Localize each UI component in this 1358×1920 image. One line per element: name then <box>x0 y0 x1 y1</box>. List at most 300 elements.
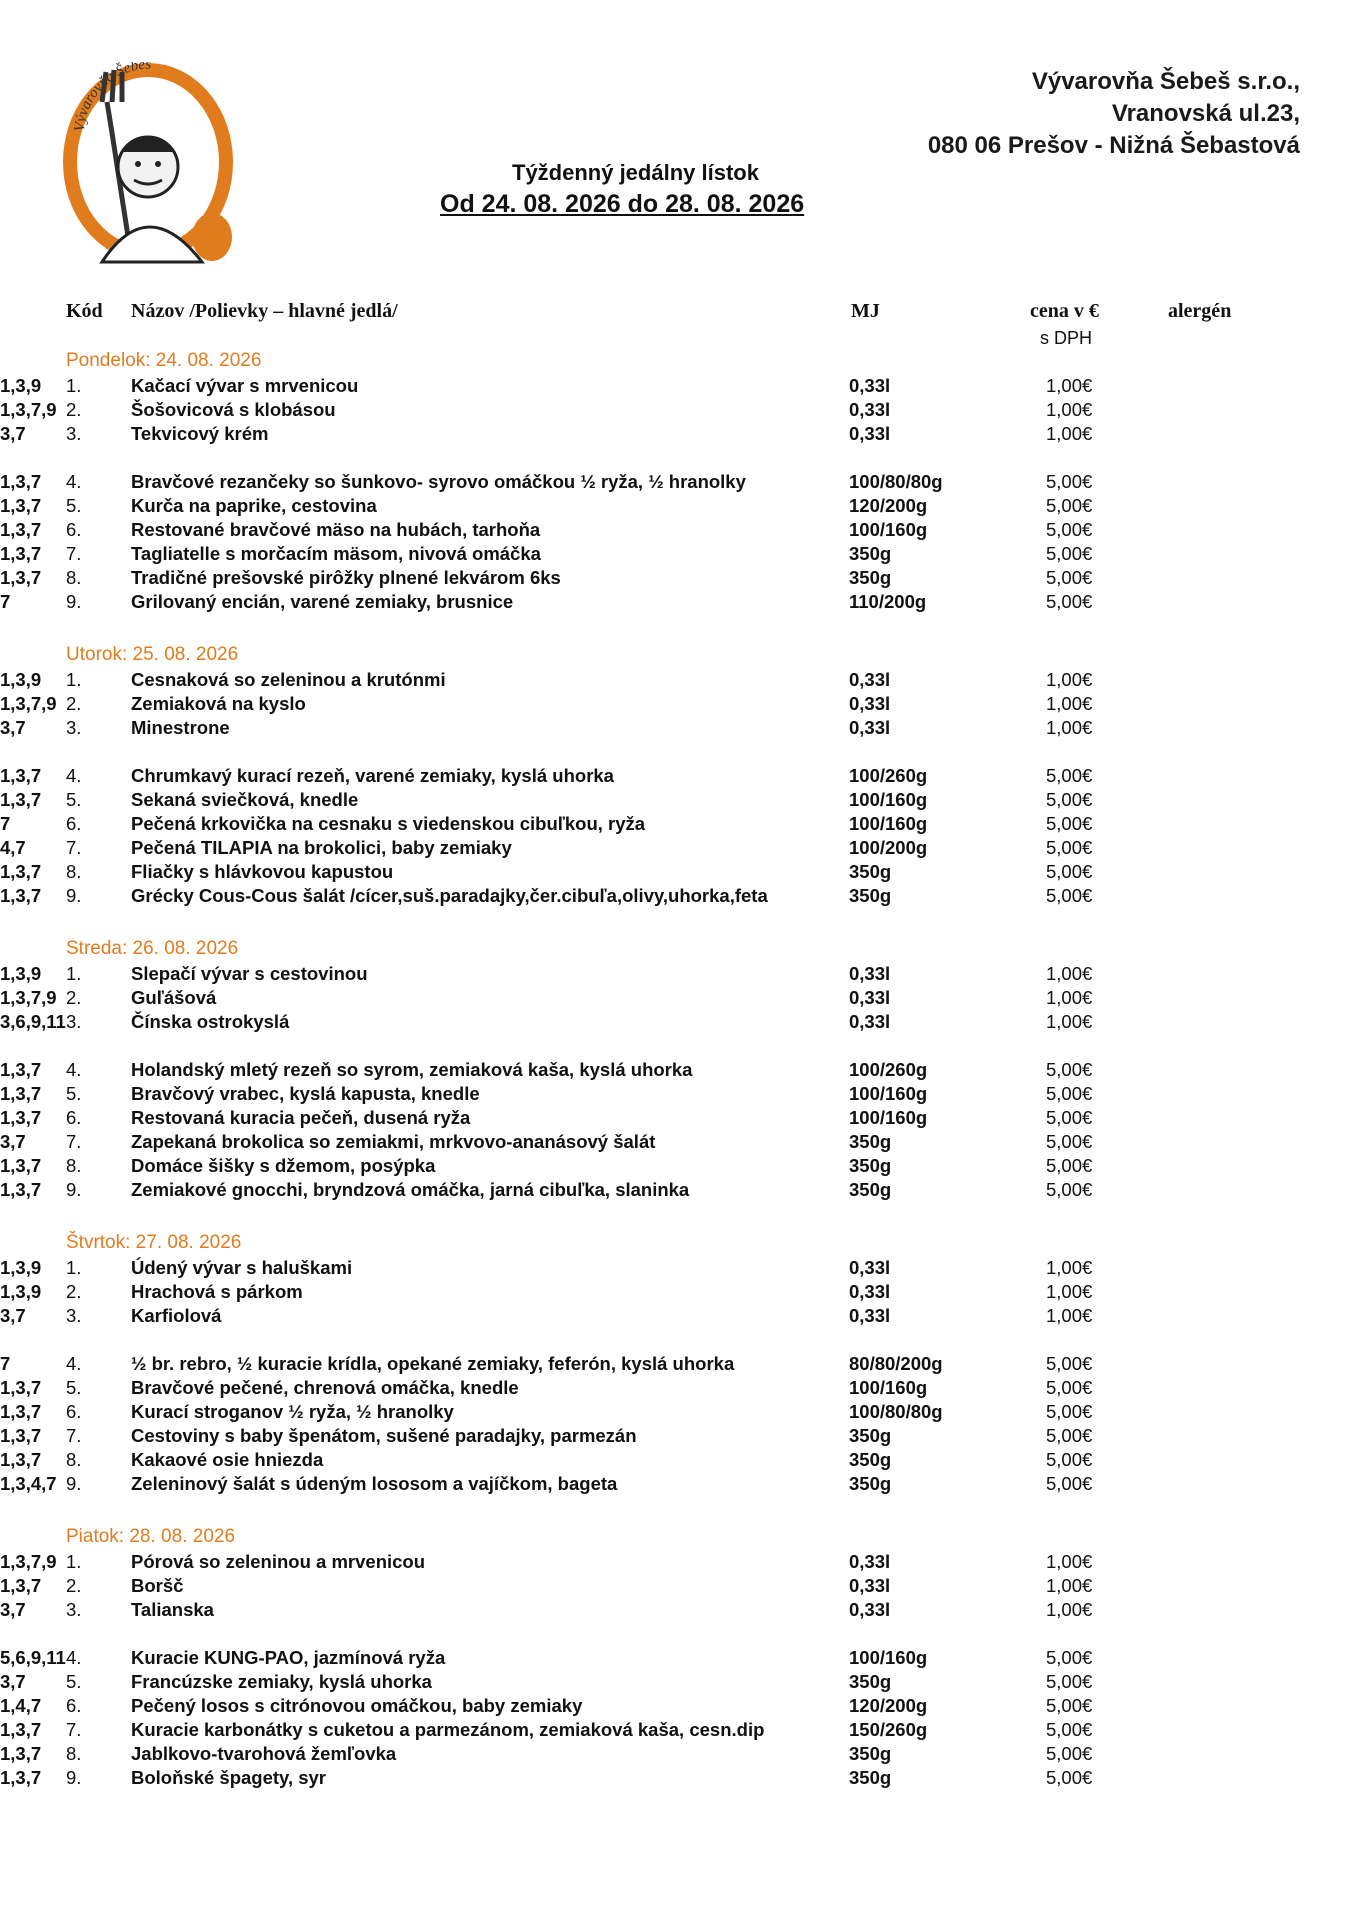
menu-item-kod: 7. <box>66 543 82 564</box>
menu-item-row <box>0 716 1358 740</box>
menu-item-alergen: 1,3,7 <box>0 1743 42 1764</box>
menu-item-row <box>0 884 1358 908</box>
menu-item-kod: 8. <box>66 567 82 588</box>
menu-item-nazov: Restované bravčové mäso na hubách, tarhoňa <box>131 519 541 540</box>
menu-item-row <box>0 764 1358 788</box>
menu-item-mj: 350g <box>849 1425 892 1446</box>
menu-item-mj: 100/160g <box>849 1647 928 1668</box>
menu-item-row <box>0 1304 1358 1328</box>
menu-item-row <box>0 1742 1358 1766</box>
header-mj: MJ <box>851 300 880 322</box>
menu-item-nazov: Pečená TILAPIA na brokolici, baby zemiaky <box>131 837 512 858</box>
company-city: 080 06 Prešov - Nižná Šebastová <box>927 132 1300 159</box>
menu-item-alergen: 5,6,9,11 <box>0 1647 66 1668</box>
menu-item-kod: 1. <box>66 1551 82 1572</box>
menu-item-alergen: 1,3,4,7 <box>0 1473 57 1494</box>
menu-item-mj: 350g <box>849 1449 892 1470</box>
day-section <box>0 348 1358 638</box>
menu-item-kod: 5. <box>66 1671 82 1692</box>
header-kod: Kód <box>66 300 103 322</box>
menu-item-row <box>0 1082 1358 1106</box>
menu-item-cena: 1,00€ <box>1046 423 1093 444</box>
menu-item-kod: 4. <box>66 1647 82 1668</box>
menu-item-cena: 5,00€ <box>1046 1179 1093 1200</box>
menu-item-kod: 5. <box>66 789 82 810</box>
menu-item-kod: 3. <box>66 423 82 444</box>
menu-item-mj: 0,33l <box>849 717 891 738</box>
menu-item-mj: 120/200g <box>849 495 928 516</box>
menu-item-kod: 8. <box>66 1449 82 1470</box>
menu-item-mj: 100/160g <box>849 813 928 834</box>
menu-item-kod: 7. <box>66 1131 82 1152</box>
menu-item-mj: 110/200g <box>849 591 927 612</box>
menu-item-mj: 350g <box>849 1473 892 1494</box>
menu-item-cena: 1,00€ <box>1046 1305 1093 1326</box>
menu-item-row <box>0 1766 1358 1790</box>
menu-item-kod: 6. <box>66 519 82 540</box>
menu-item-kod: 9. <box>66 885 82 906</box>
menu-item-kod: 4. <box>66 1059 82 1080</box>
menu-item-nazov: Údený vývar s haluškami <box>131 1257 353 1278</box>
menu-item-kod: 2. <box>66 1575 82 1596</box>
menu-item-row <box>0 1694 1358 1718</box>
menu-item-nazov: Cestoviny s baby špenátom, sušené paradajky, parmezán <box>131 1425 637 1446</box>
menu-item-kod: 9. <box>66 1473 82 1494</box>
menu-item-cena: 5,00€ <box>1046 1449 1093 1470</box>
menu-item-cena: 5,00€ <box>1046 591 1093 612</box>
menu-item-kod: 3. <box>66 717 82 738</box>
menu-item-nazov: Kuracie karbonátky s cuketou a parmezánom, zemiaková kaša, cesn.dip <box>131 1719 765 1740</box>
day-section <box>0 1230 1358 1520</box>
menu-item-nazov: Pórová so zeleninou a mrvenicou <box>131 1551 426 1572</box>
menu-item-alergen: 1,3,7 <box>0 495 42 516</box>
menu-item-row <box>0 494 1358 518</box>
menu-item-row <box>0 668 1358 692</box>
menu-item-alergen: 1,3,7 <box>0 471 42 492</box>
menu-item-alergen: 1,3,7 <box>0 1425 42 1446</box>
menu-item-kod: 4. <box>66 471 82 492</box>
section-gap <box>0 1034 1358 1058</box>
menu-item-kod: 1. <box>66 1257 82 1278</box>
menu-item-alergen: 1,4,7 <box>0 1695 42 1716</box>
menu-item-mj: 0,33l <box>849 693 891 714</box>
day-section <box>0 936 1358 1226</box>
menu-item-kod: 3. <box>66 1599 82 1620</box>
header-alergen: alergén <box>1168 300 1232 322</box>
menu-item-kod: 1. <box>66 375 82 396</box>
menu-item-row <box>0 860 1358 884</box>
menu-item-kod: 8. <box>66 1155 82 1176</box>
menu-item-mj: 100/160g <box>849 519 928 540</box>
menu-item-cena: 5,00€ <box>1046 1131 1093 1152</box>
menu-item-mj: 0,33l <box>849 669 891 690</box>
menu-item-alergen: 1,3,7 <box>0 1401 42 1422</box>
day-section <box>0 642 1358 932</box>
menu-item-nazov: ½ br. rebro, ½ kuracie krídla, opekané zemiaky, feferón, kyslá uhorka <box>131 1353 735 1374</box>
menu-item-alergen: 1,3,7 <box>0 1449 42 1470</box>
menu-item-nazov: Zapekaná brokolica so zemiakmi, mrkvovo-ananásový šalát <box>131 1131 656 1152</box>
menu-item-alergen: 3,6,9,11 <box>0 1011 66 1032</box>
menu-item-kod: 4. <box>66 1353 82 1374</box>
menu-item-mj: 350g <box>849 1179 892 1200</box>
menu-item-cena: 5,00€ <box>1046 1155 1093 1176</box>
menu-item-cena: 5,00€ <box>1046 1767 1093 1788</box>
menu-item-alergen: 3,7 <box>0 1131 26 1152</box>
menu-title: Týždenný jedálny lístok <box>512 160 759 185</box>
menu-item-cena: 5,00€ <box>1046 813 1093 834</box>
menu-item-kod: 6. <box>66 1401 82 1422</box>
menu-item-kod: 4. <box>66 765 82 786</box>
menu-item-alergen: 1,3,7,9 <box>0 1551 57 1572</box>
menu-item-row <box>0 1718 1358 1742</box>
menu-item-nazov: Holandský mletý rezeň so syrom, zemiaková kaša, kyslá uhorka <box>131 1059 693 1080</box>
menu-item-alergen: 1,3,7 <box>0 789 42 810</box>
menu-item-nazov: Fliačky s hlávkovou kapustou <box>131 861 394 882</box>
menu-item-row <box>0 1130 1358 1154</box>
menu-item-row <box>0 836 1358 860</box>
menu-item-cena: 1,00€ <box>1046 669 1093 690</box>
menu-item-row <box>0 1154 1358 1178</box>
menu-item-alergen: 1,3,9 <box>0 963 42 984</box>
header-dph: s DPH <box>1040 328 1093 348</box>
menu-item-alergen: 1,3,7 <box>0 1107 42 1128</box>
menu-item-alergen: 1,3,7 <box>0 567 42 588</box>
day-title: Štvrtok: 27. 08. 2026 <box>66 1232 242 1253</box>
menu-item-nazov: Chrumkavý kurací rezeň, varené zemiaky, kyslá uhorka <box>131 765 614 786</box>
menu-item-nazov: Boloňské špagety, syr <box>131 1767 327 1788</box>
chef-logo-icon <box>62 62 234 272</box>
menu-item-kod: 5. <box>66 1377 82 1398</box>
menu-item-cena: 5,00€ <box>1046 1719 1093 1740</box>
menu-item-alergen: 1,3,7 <box>0 885 42 906</box>
menu-item-row <box>0 1058 1358 1082</box>
header-cena: cena v € <box>1030 300 1099 322</box>
menu-item-alergen: 1,3,7 <box>0 1767 42 1788</box>
menu-item-nazov: Bravčové pečené, chrenová omáčka, knedle <box>131 1377 519 1398</box>
menu-item-alergen: 1,3,9 <box>0 669 42 690</box>
menu-item-nazov: Grilovaný encián, varené zemiaky, brusnice <box>131 591 514 612</box>
menu-item-nazov: Zemiakové gnocchi, bryndzová omáčka, jarná cibuľka, slaninka <box>131 1179 690 1200</box>
menu-item-row <box>0 542 1358 566</box>
menu-item-alergen: 1,3,7 <box>0 765 42 786</box>
menu-item-cena: 1,00€ <box>1046 1281 1093 1302</box>
menu-item-kod: 1. <box>66 963 82 984</box>
menu-item-row <box>0 788 1358 812</box>
menu-item-row <box>0 1448 1358 1472</box>
menu-item-cena: 5,00€ <box>1046 1743 1093 1764</box>
menu-item-cena: 5,00€ <box>1046 1425 1093 1446</box>
day-section <box>0 1524 1358 1814</box>
menu-item-mj: 120/200g <box>849 1695 928 1716</box>
menu-item-nazov: Jablkovo-tvarohová žemľovka <box>131 1743 397 1764</box>
menu-item-mj: 0,33l <box>849 1281 891 1302</box>
menu-item-mj: 350g <box>849 1131 892 1152</box>
menu-item-mj: 0,33l <box>849 1305 891 1326</box>
menu-item-row <box>0 692 1358 716</box>
menu-item-kod: 3. <box>66 1305 82 1326</box>
menu-item-cena: 1,00€ <box>1046 1257 1093 1278</box>
day-gap <box>0 908 1358 932</box>
company-address <box>928 66 1300 162</box>
menu-item-kod: 7. <box>66 837 82 858</box>
menu-item-cena: 5,00€ <box>1046 519 1093 540</box>
menu-item-nazov: Zeleninový šalát s údeným lososom a vajíčkom, bageta <box>131 1473 618 1494</box>
header-nazov: Názov /Polievky – hlavné jedlá/ <box>131 300 398 322</box>
menu-item-nazov: Kurací stroganov ½ ryža, ½ hranolky <box>131 1401 454 1422</box>
menu-item-kod: 9. <box>66 1767 82 1788</box>
menu-item-cena: 5,00€ <box>1046 861 1093 882</box>
menu-item-mj: 100/80/80g <box>849 1401 943 1422</box>
day-gap <box>0 614 1358 638</box>
section-gap <box>0 1328 1358 1352</box>
menu-item-alergen: 1,3,7 <box>0 543 42 564</box>
menu-item-row <box>0 1280 1358 1304</box>
menu-item-row <box>0 1352 1358 1376</box>
menu-item-kod: 2. <box>66 693 82 714</box>
menu-item-row <box>0 518 1358 542</box>
menu-item-mj: 100/160g <box>849 1083 928 1104</box>
menu-item-alergen: 1,3,7 <box>0 861 42 882</box>
menu-item-row <box>0 590 1358 614</box>
menu-item-mj: 350g <box>849 1155 892 1176</box>
menu-item-mj: 0,33l <box>849 399 891 420</box>
day-gap <box>0 1496 1358 1520</box>
menu-item-mj: 350g <box>849 885 892 906</box>
menu-item-cena: 1,00€ <box>1046 963 1093 984</box>
menu-item-kod: 1. <box>66 669 82 690</box>
menu-item-cena: 5,00€ <box>1046 471 1093 492</box>
menu-item-mj: 350g <box>849 1743 892 1764</box>
menu-item-cena: 5,00€ <box>1046 1671 1093 1692</box>
menu-item-mj: 0,33l <box>849 375 891 396</box>
menu-item-row <box>0 398 1358 422</box>
menu-item-alergen: 1,3,7,9 <box>0 987 57 1008</box>
menu-item-cena: 5,00€ <box>1046 837 1093 858</box>
menu-item-alergen: 1,3,7 <box>0 1059 42 1080</box>
day-title: Piatok: 28. 08. 2026 <box>66 1526 236 1547</box>
menu-item-mj: 100/80/80g <box>849 471 943 492</box>
menu-item-cena: 1,00€ <box>1046 987 1093 1008</box>
menu-item-row <box>0 1106 1358 1130</box>
menu-item-row <box>0 1472 1358 1496</box>
menu-item-nazov: Tagliatelle s morčacím mäsom, nivová omáčka <box>131 543 541 564</box>
menu-item-alergen: 1,3,9 <box>0 1257 42 1278</box>
menu-item-cena: 5,00€ <box>1046 543 1093 564</box>
menu-item-nazov: Pečená krkovička na cesnaku s viedenskou cibuľkou, ryža <box>131 813 646 834</box>
company-name: Vývarovňa Šebeš s.r.o., <box>1031 68 1300 95</box>
menu-item-cena: 5,00€ <box>1046 1107 1093 1128</box>
menu-item-kod: 8. <box>66 861 82 882</box>
menu-item-alergen: 1,3,9 <box>0 1281 42 1302</box>
menu-item-nazov: Grécky Cous-Cous šalát /cícer,suš.paradajky,čer.cibuľa,olivy,uhorka,feta <box>131 885 768 906</box>
section-gap <box>0 740 1358 764</box>
menu-item-row <box>0 1400 1358 1424</box>
menu-item-cena: 1,00€ <box>1046 1551 1093 1572</box>
menu-item-nazov: Hrachová s párkom <box>131 1281 303 1302</box>
menu-item-row <box>0 566 1358 590</box>
menu-item-nazov: Kurča na paprike, cestovina <box>131 495 377 516</box>
menu-item-row <box>0 1550 1358 1574</box>
menu-item-alergen: 3,7 <box>0 1599 26 1620</box>
menu-item-kod: 6. <box>66 1695 82 1716</box>
menu-item-cena: 5,00€ <box>1046 765 1093 786</box>
menu-item-nazov: Sekaná sviečková, knedle <box>131 789 359 810</box>
menu-item-mj: 100/160g <box>849 1107 928 1128</box>
menu-item-row <box>0 1670 1358 1694</box>
menu-item-cena: 1,00€ <box>1046 1011 1093 1032</box>
menu-item-alergen: 3,7 <box>0 1671 26 1692</box>
menu-item-cena: 5,00€ <box>1046 1377 1093 1398</box>
menu-item-alergen: 7 <box>0 1353 11 1374</box>
menu-item-cena: 5,00€ <box>1046 789 1093 810</box>
date-range: Od 24. 08. 2026 do 28. 08. 2026 <box>440 190 805 218</box>
menu-item-nazov: Francúzske zemiaky, kyslá uhorka <box>131 1671 432 1692</box>
menu-item-alergen: 7 <box>0 813 11 834</box>
menu-item-kod: 5. <box>66 1083 82 1104</box>
menu-item-cena: 5,00€ <box>1046 495 1093 516</box>
menu-item-row <box>0 812 1358 836</box>
menu-item-nazov: Kačací vývar s mrvenicou <box>131 375 359 396</box>
menu-item-alergen: 1,3,7 <box>0 1719 42 1740</box>
menu-item-kod: 2. <box>66 987 82 1008</box>
menu-item-cena: 1,00€ <box>1046 399 1093 420</box>
menu-item-kod: 8. <box>66 1743 82 1764</box>
menu-item-cena: 5,00€ <box>1046 1059 1093 1080</box>
menu-item-row <box>0 986 1358 1010</box>
menu-item-nazov: Kakaové osie hniezda <box>131 1449 324 1470</box>
menu-item-mj: 350g <box>849 543 892 564</box>
menu-item-alergen: 1,3,7,9 <box>0 693 57 714</box>
menu-item-mj: 350g <box>849 1767 892 1788</box>
menu-item-mj: 100/260g <box>849 1059 928 1080</box>
menu-item-mj: 0,33l <box>849 987 891 1008</box>
menu-item-cena: 1,00€ <box>1046 375 1093 396</box>
menu-item-mj: 100/160g <box>849 789 928 810</box>
menu-item-alergen: 7 <box>0 591 11 612</box>
menu-item-cena: 5,00€ <box>1046 1647 1093 1668</box>
menu-item-cena: 5,00€ <box>1046 1473 1093 1494</box>
section-gap <box>0 1622 1358 1646</box>
menu-item-kod: 2. <box>66 1281 82 1302</box>
menu-item-nazov: Minestrone <box>131 717 230 738</box>
menu-item-kod: 3. <box>66 1011 82 1032</box>
menu-item-row <box>0 1256 1358 1280</box>
menu-item-cena: 5,00€ <box>1046 885 1093 906</box>
menu-item-alergen: 1,3,7 <box>0 1575 42 1596</box>
menu-item-alergen: 1,3,7 <box>0 1179 42 1200</box>
menu-item-row <box>0 1574 1358 1598</box>
section-gap <box>0 446 1358 470</box>
company-logo <box>62 62 234 272</box>
day-title: Streda: 26. 08. 2026 <box>66 938 239 959</box>
company-street: Vranovská ul.23, <box>1111 100 1300 127</box>
menu-item-nazov: Slepačí vývar s cestovinou <box>131 963 368 984</box>
menu-item-nazov: Šošovicová s klobásou <box>131 399 336 420</box>
day-title: Pondelok: 24. 08. 2026 <box>66 350 262 371</box>
day-title: Utorok: 25. 08. 2026 <box>66 644 239 665</box>
menu-item-nazov: Guľášová <box>131 987 217 1008</box>
menu-item-nazov: Tekvicový krém <box>131 423 269 444</box>
menu-item-cena: 5,00€ <box>1046 1083 1093 1104</box>
menu-item-row <box>0 1376 1358 1400</box>
menu-item-mj: 0,33l <box>849 1575 891 1596</box>
menu-item-cena: 5,00€ <box>1046 1695 1093 1716</box>
menu-item-mj: 0,33l <box>849 1551 891 1572</box>
menu-item-mj: 0,33l <box>849 1011 891 1032</box>
day-gap <box>0 1790 1358 1814</box>
menu-item-mj: 0,33l <box>849 963 891 984</box>
menu-item-nazov: Kuracie KUNG-PAO, jazmínová ryža <box>131 1647 446 1668</box>
menu-item-cena: 5,00€ <box>1046 1401 1093 1422</box>
menu-item-cena: 1,00€ <box>1046 693 1093 714</box>
menu-item-row <box>0 1424 1358 1448</box>
menu-item-alergen: 1,3,7 <box>0 519 42 540</box>
menu-item-mj: 0,33l <box>849 423 891 444</box>
svg-text:Vývarovňa Šebeš: Vývarovňa Šebeš <box>71 62 152 133</box>
menu-item-alergen: 1,3,7 <box>0 1377 42 1398</box>
menu-item-mj: 350g <box>849 1671 892 1692</box>
menu-item-nazov: Restovaná kuracia pečeň, dusená ryža <box>131 1107 471 1128</box>
menu-item-alergen: 1,3,7 <box>0 1083 42 1104</box>
menu-item-alergen: 1,3,9 <box>0 375 42 396</box>
menu-item-mj: 0,33l <box>849 1257 891 1278</box>
menu-item-row <box>0 1178 1358 1202</box>
menu-item-kod: 6. <box>66 1107 82 1128</box>
menu-item-cena: 1,00€ <box>1046 1599 1093 1620</box>
menu-item-nazov: Bravčový vrabec, kyslá kapusta, knedle <box>131 1083 480 1104</box>
menu-item-alergen: 1,3,7 <box>0 1155 42 1176</box>
menu-item-alergen: 1,3,7,9 <box>0 399 57 420</box>
day-gap <box>0 1202 1358 1226</box>
menu-item-nazov: Zemiaková na kyslo <box>131 693 306 714</box>
menu-item-nazov: Pečený losos s citrónovou omáčkou, baby zemiaky <box>131 1695 583 1716</box>
menu-item-row <box>0 962 1358 986</box>
menu-item-alergen: 3,7 <box>0 717 26 738</box>
menu-item-kod: 6. <box>66 813 82 834</box>
menu-item-row <box>0 470 1358 494</box>
menu-item-kod: 7. <box>66 1719 82 1740</box>
menu-item-kod: 7. <box>66 1425 82 1446</box>
menu-item-cena: 1,00€ <box>1046 1575 1093 1596</box>
menu-item-nazov: Boršč <box>131 1575 184 1596</box>
menu-item-mj: 350g <box>849 567 892 588</box>
menu-item-mj: 350g <box>849 861 892 882</box>
menu-item-row <box>0 1598 1358 1622</box>
menu-item-mj: 100/260g <box>849 765 928 786</box>
menu-item-row <box>0 1010 1358 1034</box>
menu-item-kod: 9. <box>66 1179 82 1200</box>
menu-item-row <box>0 374 1358 398</box>
menu-item-cena: 5,00€ <box>1046 567 1093 588</box>
menu-item-cena: 5,00€ <box>1046 1353 1093 1374</box>
menu-item-nazov: Karfiolová <box>131 1305 222 1326</box>
menu-item-nazov: Domáce šišky s džemom, posýpka <box>131 1155 436 1176</box>
document-title <box>440 160 880 219</box>
menu-item-mj: 150/260g <box>849 1719 928 1740</box>
menu-item-alergen: 4,7 <box>0 837 26 858</box>
menu-item-nazov: Tradičné prešovské pirôžky plnené lekvárom 6ks <box>131 567 561 588</box>
menu-item-row <box>0 422 1358 446</box>
menu-item-cena: 1,00€ <box>1046 717 1093 738</box>
menu-item-mj: 100/200g <box>849 837 928 858</box>
menu-item-kod: 5. <box>66 495 82 516</box>
menu-item-nazov: Cesnaková so zeleninou a krutónmi <box>131 669 446 690</box>
menu-item-alergen: 3,7 <box>0 423 26 444</box>
menu-item-nazov: Čínska ostrokyslá <box>131 1011 290 1032</box>
menu-item-kod: 2. <box>66 399 82 420</box>
menu-item-alergen: 3,7 <box>0 1305 26 1326</box>
menu-item-kod: 9. <box>66 591 82 612</box>
